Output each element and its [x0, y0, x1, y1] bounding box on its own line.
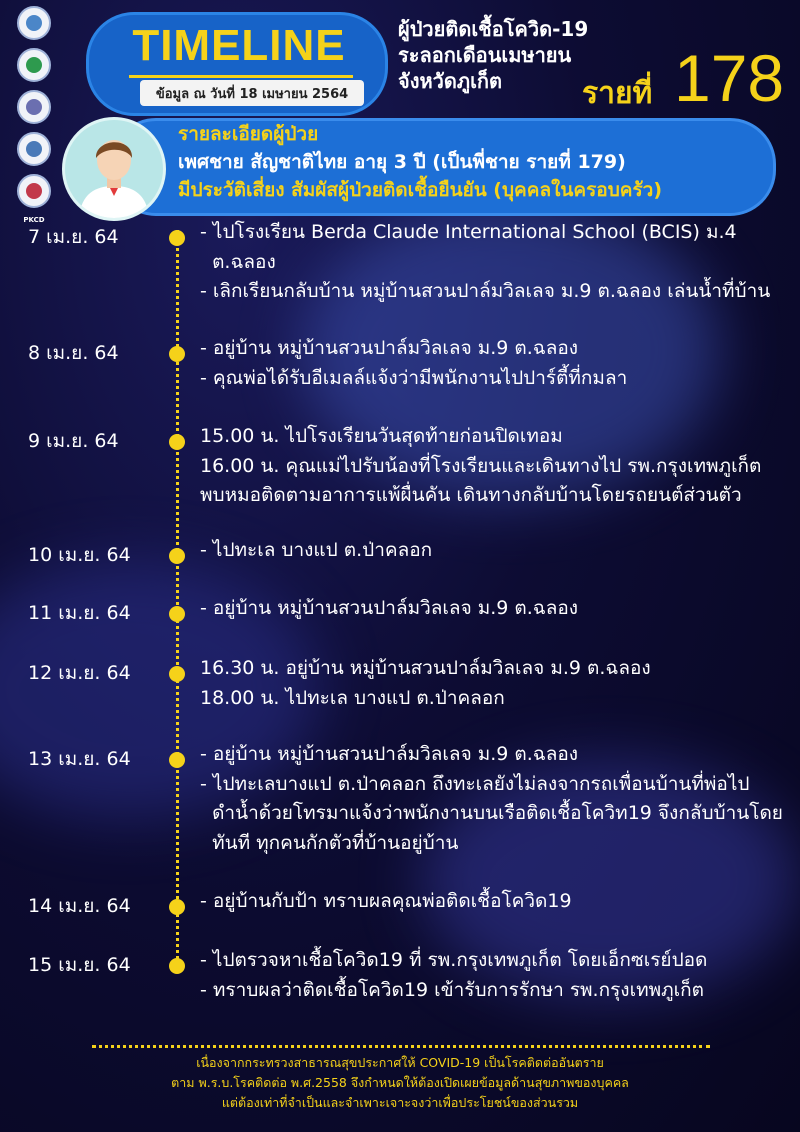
timeline-entry-line: ดำน้ำด้วยโทรมาแจ้งว่าพนักงานบนเรือติดเชื้อโควิท19 จึงกลับบ้านโดย — [200, 802, 783, 824]
headline-line: จังหวัดภูเก็ต — [398, 69, 503, 93]
timeline-entry-line: 18.00 น. ไปทะเล บางแป ต.ป่าคลอก — [200, 686, 505, 709]
patient-avatar-icon — [62, 117, 166, 221]
timeline-dot — [169, 230, 185, 246]
timeline-entry-line: - อยู่บ้าน หมู่บ้านสวนปาล์มวิลเลจ ม.9 ต.ฉลอง — [200, 597, 579, 619]
patient-info: เพศชาย สัญชาติไทย อายุ 3 ปี (เป็นพี่ชาย รายที่ 179) — [178, 151, 626, 173]
timeline-entry — [200, 536, 432, 566]
timeline-dot — [169, 958, 185, 974]
province-seal-logo — [17, 6, 51, 40]
footer-note — [100, 1053, 700, 1113]
timeline-date: 15 เม.ย. 64 — [28, 954, 131, 976]
timeline-entry-line: - ไปทะเลบางแป ต.ป่าคลอก ถึงทะเลยังไม่ลงจากรถเพื่อนบ้านที่พ่อไป — [200, 772, 750, 795]
data-date-label: ข้อมูล ณ วันที่ 18 เมษายน 2564 — [140, 80, 364, 106]
timeline-date: 14 เม.ย. 64 — [28, 895, 131, 917]
timeline-date: 12 เม.ย. 64 — [28, 662, 131, 684]
timeline-dot — [169, 548, 185, 564]
timeline-entry — [200, 654, 651, 713]
timeline-entry — [200, 422, 761, 511]
timeline-date: 8 เม.ย. 64 — [28, 342, 119, 364]
pkcd-logo: PKCD — [23, 216, 45, 224]
timeline-entry-line: - ไปตรวจหาเชื้อโควิด19 ที่ รพ.กรุงเทพภูเก็ต โดยเอ็กซเรย์ปอด — [200, 949, 708, 971]
timeline-entry — [200, 334, 627, 393]
timeline-entry-line: - ทราบผลว่าติดเชื้อโควิด19 เข้ารับการรักษา รพ.กรุงเทพภูเก็ต — [200, 978, 704, 1001]
timeline-dot — [169, 346, 185, 362]
timeline-date: 13 เม.ย. 64 — [28, 748, 131, 770]
timeline-entry — [200, 218, 770, 307]
headline-line: ผู้ป่วยติดเชื้อโควิด-19 — [398, 17, 589, 41]
health-office-logo — [17, 48, 51, 82]
timeline-entry-line: - อยู่บ้านกับป้า ทราบผลคุณพ่อติดเชื้อโควิด19 — [200, 890, 572, 912]
case-label: รายที่ — [582, 76, 653, 111]
timeline-dot — [169, 434, 185, 450]
timeline-date: 9 เม.ย. 64 — [28, 430, 119, 452]
timeline-entry-line: - อยู่บ้าน หมู่บ้านสวนปาล์มวิลเลจ ม.9 ต.ฉลอง — [200, 337, 579, 359]
timeline-entry-line: พบหมอติดตามอาการแพ้ผื่นคัน เดินทางกลับบ้านโดยรถยนต์ส่วนตัว — [200, 484, 742, 506]
patient-details — [178, 120, 662, 204]
timeline-entry-line: ต.ฉลอง — [200, 250, 276, 273]
footer-divider — [92, 1045, 710, 1048]
timeline-entry — [200, 594, 578, 624]
hospital-logo — [17, 132, 51, 166]
timeline-entry-line: 15.00 น. ไปโรงเรียนวันสุดท้ายก่อนปิดเทอม — [200, 425, 563, 447]
timeline-entry — [200, 740, 783, 858]
disease-control-logo — [17, 174, 51, 208]
timeline-entry-line: - อยู่บ้าน หมู่บ้านสวนปาล์มวิลเลจ ม.9 ต.ฉลอง — [200, 743, 579, 765]
timeline-entry-line: 16.00 น. คุณแม่ไปรับน้องที่โรงเรียนและเดินทางไป รพ.กรุงเทพภูเก็ต — [200, 454, 762, 477]
patient-heading: รายละเอียดผู้ป่วย — [178, 123, 319, 145]
timeline-entry-line: - คุณพ่อได้รับอีเมลล์แจ้งว่ามีพนักงานไปปาร์ตี้ที่กมลา — [200, 366, 628, 389]
title-underline — [129, 75, 353, 78]
timeline-dot — [169, 666, 185, 682]
timeline-title: TIMELINE — [132, 21, 346, 70]
footer-line: ตาม พ.ร.บ.โรคติดต่อ พ.ศ.2558 จึงกำหนดให้ต้องเปิดเผยข้อมูลด้านสุขภาพของบุคคล — [171, 1075, 629, 1090]
timeline-entry — [200, 946, 707, 1005]
logo-column — [14, 6, 54, 224]
headline — [398, 16, 588, 94]
timeline-dot — [169, 899, 185, 915]
timeline-date: 10 เม.ย. 64 — [28, 544, 131, 566]
ministry-logo — [17, 90, 51, 124]
timeline-dot — [169, 606, 185, 622]
timeline-dot — [169, 752, 185, 768]
timeline-date: 7 เม.ย. 64 — [28, 226, 119, 248]
timeline-entry — [200, 887, 572, 917]
timeline-axis — [176, 230, 179, 965]
timeline-entry-line: - ไปทะเล บางแป ต.ป่าคลอก — [200, 539, 433, 561]
headline-line: ระลอกเดือนเมษายน — [398, 43, 572, 67]
footer-line: แต่ต้องเท่าที่จำเป็นและจำเพาะเจาะจงว่าเพื่อประโยชน์ของส่วนรวม — [221, 1095, 579, 1110]
timeline-date: 11 เม.ย. 64 — [28, 602, 131, 624]
timeline-entry-line: - ไปโรงเรียน Berda Claude International School (BCIS) ม.4 — [200, 221, 737, 243]
patient-risk: มีประวัติเสี่ยง สัมผัสผู้ป่วยติดเชื้อยืนยัน (บุคคลในครอบครัว) — [178, 179, 663, 201]
case-number: 178 — [674, 41, 785, 115]
timeline-entry-line: - เลิกเรียนกลับบ้าน หมู่บ้านสวนปาล์มวิลเลจ ม.9 ต.ฉลอง เล่นน้ำที่บ้าน — [200, 280, 771, 302]
timeline-entry-line: ทันที ทุกคนกักตัวที่บ้านอยู่บ้าน — [200, 831, 459, 854]
timeline-entry-line: 16.30 น. อยู่บ้าน หมู่บ้านสวนปาล์มวิลเลจ ม.9 ต.ฉลอง — [200, 657, 651, 679]
footer-line: เนื่องจากกระทรวงสาธารณสุขประกาศให้ COVID-19 เป็นโรคติดต่ออันตราย — [196, 1055, 604, 1070]
